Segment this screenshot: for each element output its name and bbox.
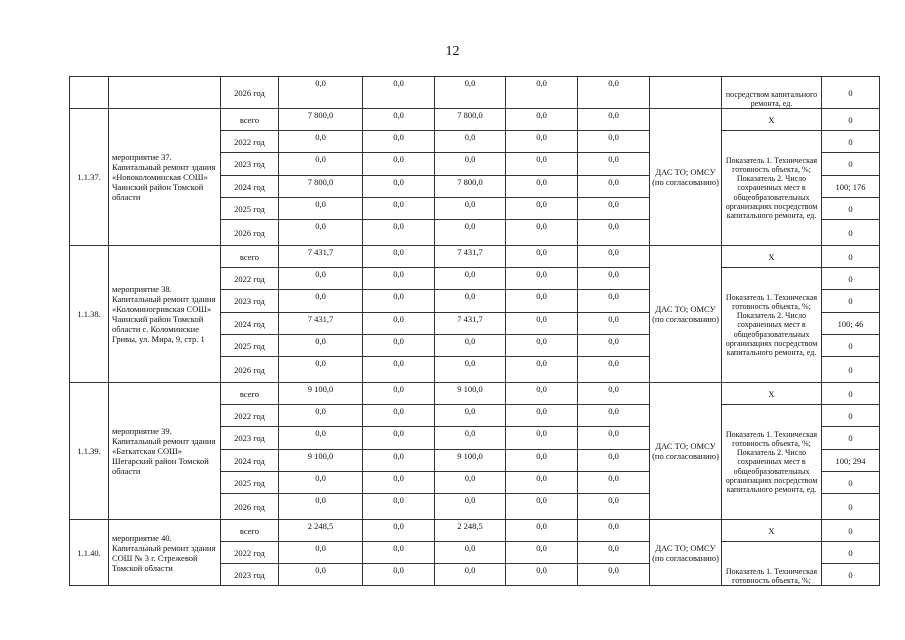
target-cell: 0	[822, 520, 880, 542]
value-cell: 0,0	[279, 153, 363, 176]
value-cell: 0,0	[578, 335, 650, 357]
target-cell: 100; 46	[822, 313, 880, 335]
value-cell: 0,0	[363, 153, 435, 176]
indicator-1: Показатель 1. Техническая готовность объекта, %;	[725, 155, 818, 174]
row-code: 1.1.40.	[70, 520, 109, 586]
target-cell: 100; 176	[822, 176, 880, 198]
value-cell: 0,0	[506, 153, 578, 176]
value-cell: 0,0	[506, 268, 578, 290]
value-cell: 0,0	[578, 313, 650, 335]
value-cell: 0,0	[435, 131, 506, 153]
value-cell: 0,0	[435, 405, 506, 427]
value-cell: 9 100,0	[435, 383, 506, 405]
target-cell: 0	[822, 427, 880, 450]
value-cell: 0,0	[578, 542, 650, 564]
value-cell: 0,0	[363, 131, 435, 153]
value-cell: 0,0	[363, 494, 435, 520]
value-cell: 0,0	[363, 427, 435, 450]
executor-cell	[650, 77, 722, 109]
value-cell: 0,0	[506, 77, 578, 109]
value-cell: 0,0	[279, 564, 363, 586]
value-cell: 0,0	[506, 290, 578, 313]
indicator-2: Показатель 2. Число сохраненных мест в общеобразовательных организациях посредством капитального ремонта, ед.	[725, 448, 818, 494]
value-cell: 9 100,0	[279, 383, 363, 405]
value-cell: 2 248,5	[435, 520, 506, 542]
value-cell: 0,0	[578, 383, 650, 405]
table-row	[70, 77, 880, 109]
value-cell: 0,0	[363, 268, 435, 290]
value-cell: 0,0	[506, 427, 578, 450]
indicator-cell: Показатель 1. Техническая готовность объекта, %;	[722, 542, 822, 586]
year-cell: 2023 год	[221, 564, 279, 586]
year-cell: всего	[221, 520, 279, 542]
indicator-1: Показатель 1. Техническая готовность объекта, %;	[725, 292, 818, 311]
value-cell: 0,0	[279, 131, 363, 153]
value-cell: 0,0	[506, 542, 578, 564]
value-cell: 0,0	[506, 450, 578, 472]
year-cell: 2024 год	[221, 450, 279, 472]
value-cell: 7 431,7	[435, 246, 506, 268]
target-cell: 0	[822, 472, 880, 494]
value-cell: 0,0	[578, 109, 650, 131]
indicator-x: X	[722, 383, 822, 405]
value-cell: 0,0	[363, 472, 435, 494]
target-cell: 0	[822, 494, 880, 520]
value-cell: 7 800,0	[279, 176, 363, 198]
value-cell: 0,0	[506, 520, 578, 542]
value-cell: 0,0	[435, 77, 506, 109]
value-cell: 0,0	[578, 494, 650, 520]
value-cell: 0,0	[363, 520, 435, 542]
indicator-cell	[722, 131, 822, 246]
target-cell: 0	[822, 131, 880, 153]
value-cell: 7 431,7	[279, 246, 363, 268]
executor-cell: ДАС ТО; ОМСУ (по согласованию)	[650, 520, 722, 586]
year-cell: 2022 год	[221, 268, 279, 290]
value-cell: 0,0	[506, 383, 578, 405]
value-cell: 0,0	[578, 472, 650, 494]
value-cell: 0,0	[506, 405, 578, 427]
year-cell: 2023 год	[221, 427, 279, 450]
value-cell: 0,0	[435, 542, 506, 564]
row-code: 1.1.38.	[70, 246, 109, 383]
year-cell: всего	[221, 383, 279, 405]
value-cell: 0,0	[279, 335, 363, 357]
budget-table	[69, 76, 880, 586]
target-cell: 0	[822, 357, 880, 383]
value-cell: 0,0	[435, 564, 506, 586]
value-cell: 0,0	[506, 494, 578, 520]
table-row	[70, 109, 880, 131]
target-cell: 0	[822, 542, 880, 564]
value-cell: 9 100,0	[279, 450, 363, 472]
year-cell: 2026 год	[221, 357, 279, 383]
value-cell: 0,0	[506, 335, 578, 357]
value-cell: 0,0	[578, 450, 650, 472]
value-cell: 0,0	[363, 313, 435, 335]
value-cell: 0,0	[435, 494, 506, 520]
target-cell: 0	[822, 564, 880, 586]
value-cell: 7 800,0	[435, 176, 506, 198]
value-cell: 0,0	[506, 109, 578, 131]
target-cell: 0	[822, 220, 880, 246]
year-cell: 2023 год	[221, 290, 279, 313]
indicator-2: Показатель 2. Число сохраненных мест в общеобразовательных организациях посредством капитального ремонта, ед.	[725, 311, 818, 357]
indicator-cell	[722, 405, 822, 520]
value-cell: 0,0	[279, 472, 363, 494]
target-cell: 0	[822, 77, 880, 109]
value-cell: 0,0	[363, 335, 435, 357]
value-cell: 0,0	[435, 472, 506, 494]
value-cell: 0,0	[506, 357, 578, 383]
value-cell: 0,0	[363, 290, 435, 313]
value-cell: 0,0	[279, 542, 363, 564]
value-cell: 0,0	[363, 383, 435, 405]
event-name: мероприятие 40. Капитальный ремонт здания СОШ № 3 г. Стрежевой Томской области	[109, 520, 221, 586]
indicator-x: X	[722, 246, 822, 268]
year-cell: 2024 год	[221, 313, 279, 335]
value-cell: 7 431,7	[435, 313, 506, 335]
value-cell: 0,0	[578, 268, 650, 290]
value-cell: 0,0	[506, 131, 578, 153]
value-cell: 0,0	[578, 290, 650, 313]
year-cell: 2022 год	[221, 405, 279, 427]
indicator-x: X	[722, 109, 822, 131]
value-cell: 0,0	[578, 564, 650, 586]
value-cell: 0,0	[435, 268, 506, 290]
value-cell: 0,0	[363, 77, 435, 109]
code-cell	[70, 77, 109, 109]
executor-cell: ДАС ТО; ОМСУ (по согласованию)	[650, 246, 722, 383]
year-cell: 2022 год	[221, 542, 279, 564]
page-number: 12	[445, 44, 460, 59]
value-cell: 0,0	[578, 246, 650, 268]
value-cell: 0,0	[506, 472, 578, 494]
table-row	[70, 383, 880, 405]
value-cell: 0,0	[578, 153, 650, 176]
year-cell: 2022 год	[221, 131, 279, 153]
indicator-x: X	[722, 520, 822, 542]
target-cell: 100; 294	[822, 450, 880, 472]
target-cell: 0	[822, 246, 880, 268]
value-cell: 0,0	[363, 357, 435, 383]
value-cell: 0,0	[279, 357, 363, 383]
value-cell: 0,0	[435, 198, 506, 220]
indicator-cell	[722, 268, 822, 383]
value-cell: 0,0	[578, 357, 650, 383]
indicator-cell: посредством капитального ремонта, ед.	[722, 77, 822, 109]
value-cell: 0,0	[279, 220, 363, 246]
target-cell: 0	[822, 198, 880, 220]
table-row	[70, 520, 880, 542]
target-cell: 0	[822, 290, 880, 313]
year-cell: 2025 год	[221, 198, 279, 220]
value-cell: 0,0	[279, 198, 363, 220]
value-cell: 0,0	[506, 564, 578, 586]
executor-cell: ДАС ТО; ОМСУ (по согласованию)	[650, 383, 722, 520]
year-cell: всего	[221, 109, 279, 131]
value-cell: 0,0	[363, 450, 435, 472]
target-cell: 0	[822, 153, 880, 176]
value-cell: 0,0	[578, 520, 650, 542]
value-cell: 0,0	[363, 246, 435, 268]
value-cell: 0,0	[506, 313, 578, 335]
year-cell: 2025 год	[221, 472, 279, 494]
value-cell: 0,0	[363, 198, 435, 220]
value-cell: 0,0	[435, 427, 506, 450]
value-cell: 0,0	[435, 335, 506, 357]
value-cell: 0,0	[363, 405, 435, 427]
value-cell: 0,0	[279, 405, 363, 427]
year-cell: всего	[221, 246, 279, 268]
row-code: 1.1.37.	[70, 109, 109, 246]
value-cell: 2 248,5	[279, 520, 363, 542]
year-cell: 2023 год	[221, 153, 279, 176]
executor-cell: ДАС ТО; ОМСУ (по согласованию)	[650, 109, 722, 246]
value-cell: 0,0	[363, 220, 435, 246]
value-cell: 0,0	[578, 131, 650, 153]
target-cell: 0	[822, 268, 880, 290]
table-row	[70, 246, 880, 268]
year-cell: 2026 год	[221, 494, 279, 520]
value-cell: 0,0	[279, 268, 363, 290]
value-cell: 0,0	[435, 153, 506, 176]
name-cell	[109, 77, 221, 109]
year-cell: 2026 год	[221, 220, 279, 246]
value-cell: 0,0	[506, 246, 578, 268]
row-code: 1.1.39.	[70, 383, 109, 520]
value-cell: 0,0	[363, 542, 435, 564]
value-cell: 0,0	[578, 427, 650, 450]
indicator-2: Показатель 2. Число сохраненных мест в общеобразовательных организациях посредством капитального ремонта, ед.	[725, 174, 818, 220]
value-cell: 0,0	[279, 77, 363, 109]
value-cell: 0,0	[279, 427, 363, 450]
value-cell: 0,0	[506, 176, 578, 198]
value-cell: 7 800,0	[435, 109, 506, 131]
value-cell: 0,0	[506, 220, 578, 246]
event-name: мероприятие 38. Капитальный ремонт здания «Коломиногривская СОШ» Чаинский район Томской области с. Коломинские Гривы, ул. Мира, 9, стр. 1	[109, 246, 221, 383]
target-cell: 0	[822, 109, 880, 131]
value-cell: 0,0	[578, 220, 650, 246]
value-cell: 0,0	[363, 564, 435, 586]
target-cell: 0	[822, 335, 880, 357]
value-cell: 0,0	[435, 220, 506, 246]
value-cell: 0,0	[363, 176, 435, 198]
value-cell: 7 431,7	[279, 313, 363, 335]
target-cell: 0	[822, 405, 880, 427]
value-cell: 0,0	[578, 77, 650, 109]
value-cell: 0,0	[279, 290, 363, 313]
year-cell: 2024 год	[221, 176, 279, 198]
target-cell: 0	[822, 383, 880, 405]
value-cell: 0,0	[435, 290, 506, 313]
event-name: мероприятие 37. Капитальный ремонт здания «Новоколоминская СОШ» Чаинский район Томской области	[109, 109, 221, 246]
indicator-1: Показатель 1. Техническая готовность объекта, %;	[725, 429, 818, 448]
value-cell: 0,0	[578, 198, 650, 220]
value-cell: 0,0	[578, 176, 650, 198]
event-name: мероприятие 39. Капитальный ремонт здания «Баткатская СОШ» Шегарский район Томской области	[109, 383, 221, 520]
value-cell: 7 800,0	[279, 109, 363, 131]
value-cell: 0,0	[578, 405, 650, 427]
year-cell: 2025 год	[221, 335, 279, 357]
value-cell: 0,0	[363, 109, 435, 131]
value-cell: 0,0	[435, 357, 506, 383]
value-cell: 9 100,0	[435, 450, 506, 472]
value-cell: 0,0	[279, 494, 363, 520]
year-cell: 2026 год	[221, 77, 279, 109]
value-cell: 0,0	[506, 198, 578, 220]
